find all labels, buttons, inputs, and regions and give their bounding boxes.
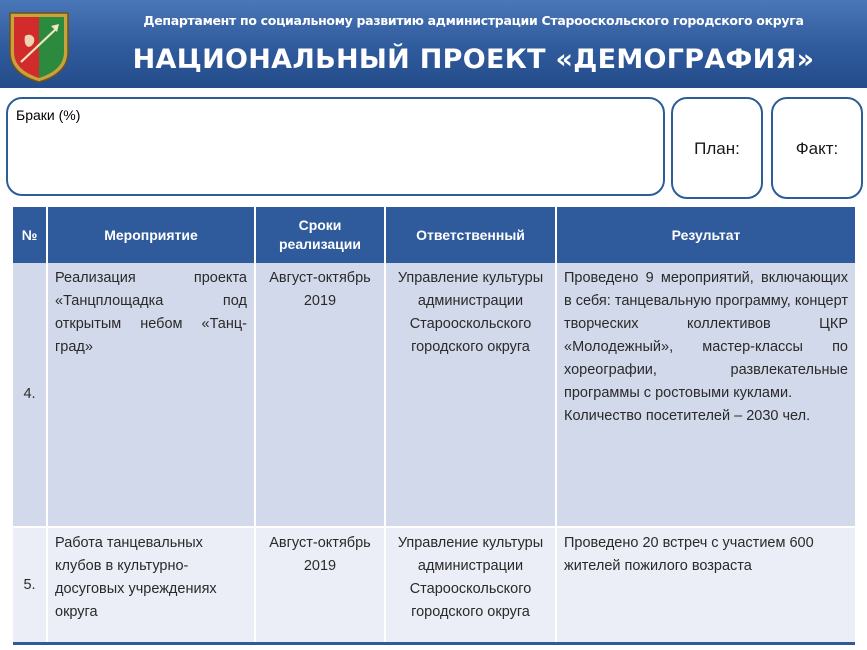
events-table <box>13 207 855 645</box>
row-responsible: Управление культуры администрации Старооскольского городского округа <box>385 527 556 644</box>
row-responsible: Управление культуры администрации Старооскольского городского округа <box>385 263 556 527</box>
header-banner <box>0 0 867 88</box>
row-result: Проведено 20 встреч с участием 600 жителей пожилого возраста <box>556 527 855 644</box>
row-result <box>556 263 855 527</box>
plan-label: План: <box>694 139 740 158</box>
indicator-label: Браки (%) <box>16 107 81 123</box>
row-period: Август-октябрь 2019 <box>255 527 385 644</box>
row-event: Работа танцевальных клубов в культурно-досуговых учреждениях округа <box>47 527 255 644</box>
col-header-result: Результат <box>556 207 855 263</box>
table-row <box>13 263 855 527</box>
plan-box <box>671 97 763 199</box>
table-row <box>13 527 855 644</box>
indicator-box <box>6 97 665 196</box>
fact-box <box>771 97 863 199</box>
row-period: Август-октябрь 2019 <box>255 263 385 527</box>
row-number: 5. <box>13 527 47 644</box>
fact-label: Факт: <box>795 139 839 158</box>
col-header-period: Сроки реализации <box>255 207 385 263</box>
col-header-num: № <box>13 207 47 263</box>
col-header-event: Мероприятие <box>47 207 255 263</box>
table-header-row <box>13 207 855 263</box>
department-name: Департамент по социальному развитию администрации Старооскольского городского округа <box>143 13 804 28</box>
col-header-responsible: Ответственный <box>385 207 556 263</box>
result-text: Проведено 9 мероприятий, включающих в себя: танцевальную программу, концерт творческих коллективов ЦКР «Молодежный», мастер-классы по хореографии, развлекательные программы с ростовыми куклами. <box>564 270 848 401</box>
result-visitors: Количество посетителей – 2030 чел. <box>564 408 811 424</box>
row-event: Реализация проекта «Танцплощадка под открытым небом «Танц-град» <box>47 263 255 527</box>
row-number: 4. <box>13 263 47 527</box>
coat-of-arms-icon <box>7 10 71 84</box>
page-title: НАЦИОНАЛЬНЫЙ ПРОЕКТ «ДЕМОГРАФИЯ» <box>132 44 815 75</box>
